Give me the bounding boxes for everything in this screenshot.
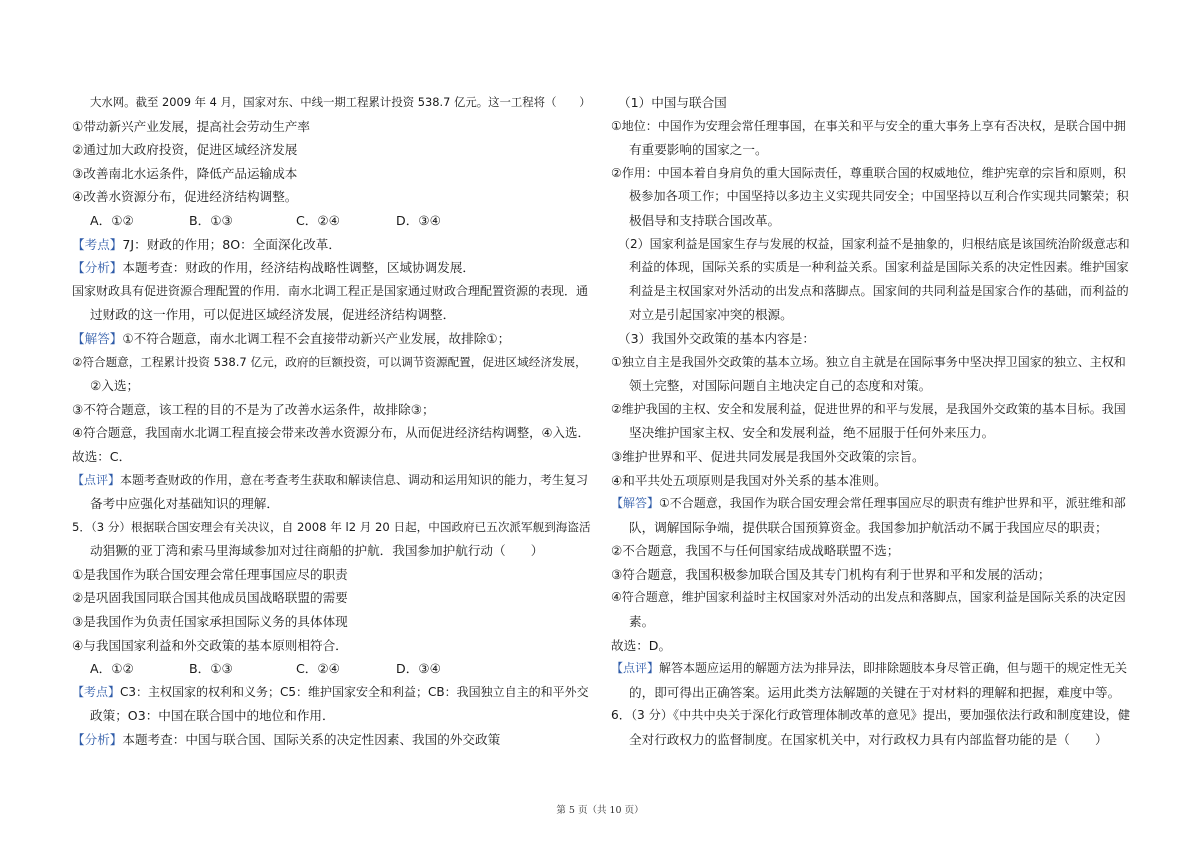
line-text: 队，调解国际争端，提供联合国预算资金。我国参加护航活动不属于我国应尽的职责； [629,519,1108,535]
line-text: ②是巩固我国同联合国其他成员国战略联盟的需要 [72,590,348,606]
line-text: 动猖獗的亚丁湾和索马里海域参加对过往商船的护航．我国参加护航行动（ ） [90,543,544,559]
line-text: 解答本题应运用的解题方法为排异法，即排除题肢本身尽管正确，但与题干的规定性无关 [659,661,1128,676]
line-text: ②作用：中国本着自身肩负的重大国际责任，尊重联合国的权威地位，维护宪章的宗旨和原则，积 [611,165,1126,180]
text-line [611,162,1131,186]
answer-option: D．③④ [396,661,441,677]
text-line [72,303,594,327]
tagged-line [72,233,594,257]
line-text: （2）国家利益是国家生存与发展的权益，国家利益不是抽象的，归根结底是该国统治阶级意志和 [618,236,1130,251]
line-text: ③是我国作为负责任国家承担国际义务的具体体现 [72,614,348,630]
line-text: 国家财政具有促进资源合理配置的作用．南水北调工程正是国家通过财政合理配置资源的表现．通 [72,283,589,298]
text-line [611,303,1131,327]
line-text: （3）我国外交政策的基本内容是： [618,330,815,346]
line-text: C3：主权国家的权利和义务；C5：维护国家安全和利益；CB：我国独立自主的和平外交 [120,684,589,699]
text-line [72,115,594,139]
line-text: ②通过加大政府投资，促进区域经济发展 [72,142,298,158]
text-line [611,681,1131,705]
text-line [611,610,1131,634]
line-text: 故选：D。 [611,637,672,653]
line-text: 政策；O3：中国在联合国中的地位和作用． [90,708,335,724]
text-line [611,445,1131,469]
line-text: 利益的体现，国际关系的实质是一种利益关系。国家利益是国际关系的决定性因素。维护国家 [629,260,1129,275]
text-line [611,351,1131,375]
line-text: ②入选； [90,378,140,394]
tagged-line [72,256,594,280]
line-text: ④和平共处五项原则是我国对外关系的基本准则。 [611,472,887,488]
text-line [72,539,594,563]
text-line [72,185,594,209]
text-line [611,233,1131,257]
section-tag: 【分析】 [72,260,123,276]
line-text: ①地位：中国作为安理会常任理事国，在事关和平与安全的重大事务上享有否决权，是联合国中拥 [611,118,1126,133]
text-line [72,634,594,658]
section-tag: 【分析】 [72,732,123,748]
tagged-line [72,728,594,752]
line-text: 6．（3 分）《中共中央关于深化行政管理体制改革的意见》提出，要加强依法行政和制度建设，健 [611,708,1131,723]
line-text: ①带动新兴产业发展，提高社会劳动生产率 [72,118,310,134]
tagged-line [72,327,594,351]
line-text: 对立是引起国家冲突的根源。 [629,307,793,323]
text-line [72,398,594,422]
text-line [611,374,1131,398]
line-text: ④与我国国家利益和外交政策的基本原则相符合． [72,637,348,653]
section-tag: 【解答】 [72,330,123,346]
answer-option: C．②④ [296,212,340,228]
text-line [611,209,1131,233]
answer-options [72,209,594,233]
line-text: 5．（3 分）根据联合国安理会有关决议，自 2008 年 l2 月 20 日起，中国政府已五次派军舰到海盗活 [72,519,591,534]
text-line [611,563,1131,587]
answer-option: D．③④ [396,212,441,228]
tagged-line [72,469,594,493]
text-line [611,138,1131,162]
line-text: 本题考查财政的作用，意在考查考生获取和解读信息、调动和运用知识的能力，考生复习 [120,472,589,487]
text-line [72,138,594,162]
line-text: 过财政的这一作用，可以促进区域经济发展，促进经济结构调整． [90,307,456,323]
answer-option: B．①③ [189,212,233,228]
section-tag: 【考点】 [72,236,123,252]
line-text: ③改善南北水运条件，降低产品运输成本 [72,165,298,181]
page-footer: 第 5 页（共 10 页） [556,805,644,816]
left-column [72,91,594,752]
line-text: ④符合题意，我国南水北调工程直接会带来改善水资源分布，从而促进经济结构调整，④入选． [72,425,590,441]
line-text: 极参加各项工作；中国坚持以多边主义实现共同安全；中国坚持以互利合作实现共同繁荣；积 [629,189,1129,204]
line-text: 有重要影响的国家之一。 [629,142,768,158]
line-text: ④改善水资源分布，促进经济结构调整。 [72,189,298,205]
line-text: ③符合题意，我国积极参加联合国及其专门机构有利于世界和平和发展的活动； [611,566,1051,582]
text-line [72,421,594,445]
line-text: 的，即可得出正确答案。运用此类方法解题的关键在于对材料的理解和把握，难度中等。 [629,684,1121,700]
text-line [72,374,594,398]
tagged-line [611,657,1131,681]
line-text: ①不合题意，我国作为联合国安理会常任理事国应尽的职责有维护世界和平，派驻维和部 [659,496,1126,511]
tagged-line [611,492,1131,516]
line-text: 素。 [629,614,655,630]
text-line [72,704,594,728]
text-line [72,586,594,610]
line-text: ①独立自主是我国外交政策的基本立场。独立自主就是在国际事务中坚决捍卫国家的独立、主权和 [611,354,1126,369]
line-text: ③不符合题意，该工程的目的不是为了改善水运条件，故排除③； [72,401,435,417]
text-line [72,351,594,375]
text-line [611,586,1131,610]
line-text: 故选：C． [72,448,132,464]
text-line [72,162,594,186]
text-line [611,91,1131,115]
text-line [72,280,594,304]
text-line [611,421,1131,445]
text-line [611,398,1131,422]
text-line [611,516,1131,540]
line-text: ②符合题意，工程累计投资 538.7 亿元，政府的巨额投资，可以调节资源配置，促进区域经济发展， [72,354,587,369]
section-tag: 【点评】 [611,661,660,676]
text-line [611,115,1131,139]
line-text: ③维护世界和平、促进共同发展是我国外交政策的宗旨。 [611,448,925,464]
answer-option: A．①② [90,212,134,228]
line-text: 领土完整，对国际问题自主地决定自己的态度和对策。 [629,378,932,394]
answer-option: B．①③ [189,661,233,677]
line-text: 极倡导和支持联合国改革。 [629,212,781,228]
section-tag: 【解答】 [611,496,660,511]
text-line [611,280,1131,304]
answer-option: A．①② [90,661,134,677]
line-text: 利益是主权国家对外活动的出发点和落脚点。国家间的共同利益是国家合作的基础，而利益的 [629,283,1129,298]
text-line [611,728,1131,752]
line-text: ④符合题意，维护国家利益时主权国家对外活动的出发点和落脚点，国家利益是国际关系的决定因 [611,590,1126,605]
line-text: ②不合题意，我国不与任何国家结成战略联盟不选； [611,543,900,559]
tagged-line [72,681,594,705]
text-line [72,610,594,634]
text-line [611,539,1131,563]
text-line [611,634,1131,658]
text-line [72,563,594,587]
line-text: （1）中国与联合国 [618,95,727,110]
text-line [611,185,1131,209]
section-tag: 【点评】 [72,472,121,487]
line-text: ②维护我国的主权、安全和发展利益，促进世界的和平与发展，是我国外交政策的基本目标。我国 [611,401,1126,416]
text-line [72,516,594,540]
line-text: ①是我国作为联合国安理会常任理事国应尽的职责 [72,566,348,582]
line-text: 坚决维护国家主权、安全和发展利益，绝不屈服于任何外来压力。 [629,425,995,441]
text-line [611,469,1131,493]
line-text: 备考中应强化对基础知识的理解． [90,496,279,512]
line-text: 本题考查：财政的作用，经济结构战略性调整，区域协调发展． [122,260,475,276]
answer-option: C．②④ [296,661,340,677]
section-tag: 【考点】 [72,684,121,699]
text-line [72,91,594,115]
line-text: ①不符合题意，南水北调工程不会直接带动新兴产业发展，故排除①； [122,330,511,346]
line-text: 本题考查：中国与联合国、国际关系的决定性因素、我国的外交政策 [122,732,501,748]
text-line [611,327,1131,351]
text-line [611,256,1131,280]
line-text: 大水网。截至 2009 年 4 月，国家对东、中线一期工程累计投资 538.7 亿元。这一工程将（ ） [90,95,591,109]
line-text: 全对行政权力的监督制度。在国家机关中，对行政权力具有内部监督功能的是（ ） [629,732,1108,748]
line-text: 7J：财政的作用；8O：全面深化改革． [122,236,341,252]
answer-options [72,657,594,681]
right-column [611,91,1131,752]
text-line [72,445,594,469]
text-line [72,492,594,516]
text-line [611,704,1131,728]
